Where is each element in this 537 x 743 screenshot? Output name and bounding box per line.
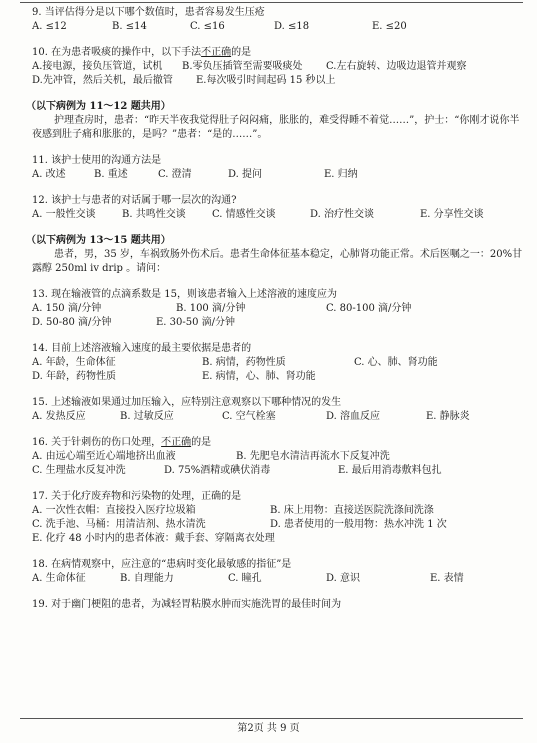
question-10-options-line-2 — [32, 74, 527, 88]
option-d: D. 意识 — [326, 573, 361, 584]
option-a: A. 发热反应 — [32, 411, 86, 422]
option-d: D. 溶血反应 — [326, 411, 381, 422]
option-e: E.每次吸引时间起码 15 秒以上 — [196, 75, 336, 86]
option-e: E. 30-50 滴/分钟 — [156, 317, 236, 328]
question-19-stem: 19. 对于幽门梗阻的患者，为减轻胃粘膜水肿而实施洗胃的最佳时间为 — [32, 599, 342, 610]
option-a: A. 一般性交谈 — [32, 209, 96, 220]
page-footer: 第2页 共 9 页 — [237, 723, 300, 734]
option-a: A. 改述 — [32, 169, 66, 180]
option-e: E. ≤20 — [372, 21, 407, 32]
option-d: D.先冲管，然后关机，最后撤管 — [32, 75, 173, 86]
question-13-options-line-2 — [32, 316, 527, 330]
question-14-options-line-2 — [32, 370, 527, 384]
option-d: D. 75%酒精或碘伏消毒 — [164, 465, 271, 476]
question-17-options-line-1 — [32, 504, 527, 518]
option-b: B. 过敏反应 — [120, 411, 174, 422]
option-b: B.零负压插管至需要吸痰处 — [182, 61, 303, 72]
bottom-rule — [20, 718, 523, 719]
option-d: D. 年龄，药物性质 — [32, 371, 117, 382]
option-b: B. ≤14 — [112, 21, 147, 32]
option-a: A. 由远心端至近心端地挤出血液 — [32, 451, 176, 462]
option-d: D. 50-80 滴/分钟 — [32, 317, 112, 328]
option-c: C.左右旋转、边吸边退管并观察 — [326, 61, 467, 72]
option-d: D. 治疗性交谈 — [310, 209, 375, 220]
option-e: E. 化疗 48 小时内的患者体液：戴手套、穿隔离衣处理 — [32, 533, 275, 544]
option-e: E. 表情 — [430, 573, 464, 584]
option-b: B. 自理能力 — [120, 573, 174, 584]
case-2-text: 患者，男，35 岁，车祸致肠外伤术后。患者生命体征基本稳定，心肺肾功能正常。术后医嘱之一：20%甘露醇 250ml iv drip 。请问： — [32, 249, 523, 274]
option-c: C. 生理盐水反复冲洗 — [32, 465, 126, 476]
question-13-options-line-1 — [32, 302, 527, 316]
question-15-stem: 15. 上述输液如果通过加压输入，应特别注意观察以下哪种情况的发生 — [32, 397, 342, 408]
option-c: C. 瞳孔 — [228, 573, 262, 584]
question-12-options — [32, 208, 527, 222]
question-17-options-line-2 — [32, 518, 527, 532]
question-11-stem: 11. 该护士使用的沟通方法是 — [32, 155, 162, 166]
option-e: E. 最后用消毒敷料包扎 — [338, 465, 442, 476]
case-1-header: （以下病例为 11～12 题共用） — [26, 101, 171, 112]
option-b: B. 共鸣性交谈 — [122, 209, 186, 220]
option-e: E. 静脉炎 — [426, 411, 470, 422]
option-b: B. 床上用物：直接送医院洗涤间洗涤 — [270, 505, 434, 516]
option-a: A.接电源，接负压管道，试机 — [32, 61, 163, 72]
option-c: C. ≤16 — [190, 21, 225, 32]
option-b: B. 先肥皂水清洁再流水下反复冲洗 — [236, 451, 390, 462]
question-14-options-line-1 — [32, 356, 527, 370]
question-9-options — [32, 20, 527, 34]
option-d: D. ≤18 — [274, 21, 310, 32]
option-d: D. 患者使用的一般用物：热水冲洗 1 次 — [270, 519, 447, 530]
question-15-options — [32, 410, 527, 424]
option-a: A. 150 滴/分钟 — [32, 303, 102, 314]
option-c: C. 空气栓塞 — [222, 411, 276, 422]
question-9-stem: 9. 当评估得分是以下哪个数值时，患者容易发生压疮 — [32, 7, 265, 18]
question-10-stem: 10. 在为患者吸痰的操作中，以下手法不正确的是 — [32, 47, 252, 58]
question-16-options-line-1 — [32, 450, 527, 464]
option-b: B. 100 滴/分钟 — [176, 303, 246, 314]
question-18-options — [32, 572, 527, 586]
question-17-stem: 17. 关于化疗废弃物和污染物的处理，正确的是 — [32, 491, 242, 502]
question-14-stem: 14. 目前上述溶液输入速度的最主要依据是患者的 — [32, 343, 252, 354]
question-12-stem: 12. 该护士与患者的对话属于哪一层次的沟通? — [32, 195, 237, 206]
option-c: C. 情感性交谈 — [212, 209, 276, 220]
option-c: C. 心、肺、肾功能 — [354, 357, 438, 368]
question-11-options — [32, 168, 527, 182]
option-a: A. 生命体征 — [32, 573, 86, 584]
option-e: E. 归纳 — [324, 169, 358, 180]
option-b: B. 重述 — [94, 169, 128, 180]
case-2-header: （以下病例为 13～15 题共用） — [26, 235, 171, 246]
option-d: D. 提问 — [228, 169, 263, 180]
option-c: C. 洗手池、马桶：用清洁剂、热水清洗 — [32, 519, 206, 530]
emphasis-incorrect: 不正确 — [161, 437, 192, 448]
option-a: A. 年龄，生命体征 — [32, 357, 116, 368]
case-1-text: 护理查房时，患者：“昨天半夜我觉得肚子闷闷痛，胀胀的，难受得睡不着觉……”，护士：“你刚才说你半夜感到肚子痛和胀胀的，是吗？”患者：“是的……”。 — [32, 115, 520, 140]
question-18-stem: 18. 在病情观察中，应注意的“患病时变化最敏感的指征”是 — [32, 559, 292, 570]
question-16-options-line-2 — [32, 464, 527, 478]
option-e: E. 病情，心、肺、肾功能 — [202, 371, 316, 382]
option-c: C. 80-100 滴/分钟 — [326, 303, 412, 314]
option-a: A. 一次性衣帽：直接投入医疗垃圾箱 — [32, 505, 196, 516]
question-13-stem: 13. 现在输液管的点滴系数是 15，则该患者输入上述溶液的速度应为 — [32, 289, 337, 300]
option-a: A. ≤12 — [32, 21, 67, 32]
option-b: B. 病情，药物性质 — [202, 357, 286, 368]
question-16-stem: 16. 关于针刺伤的伤口处理，不正确的是 — [32, 437, 212, 448]
question-10-options-line-1 — [32, 60, 527, 74]
question-17-options-line-3 — [32, 532, 527, 546]
emphasis-incorrect: 不正确 — [201, 47, 232, 58]
option-e: E. 分享性交谈 — [420, 209, 484, 220]
option-c: C. 澄清 — [158, 169, 192, 180]
